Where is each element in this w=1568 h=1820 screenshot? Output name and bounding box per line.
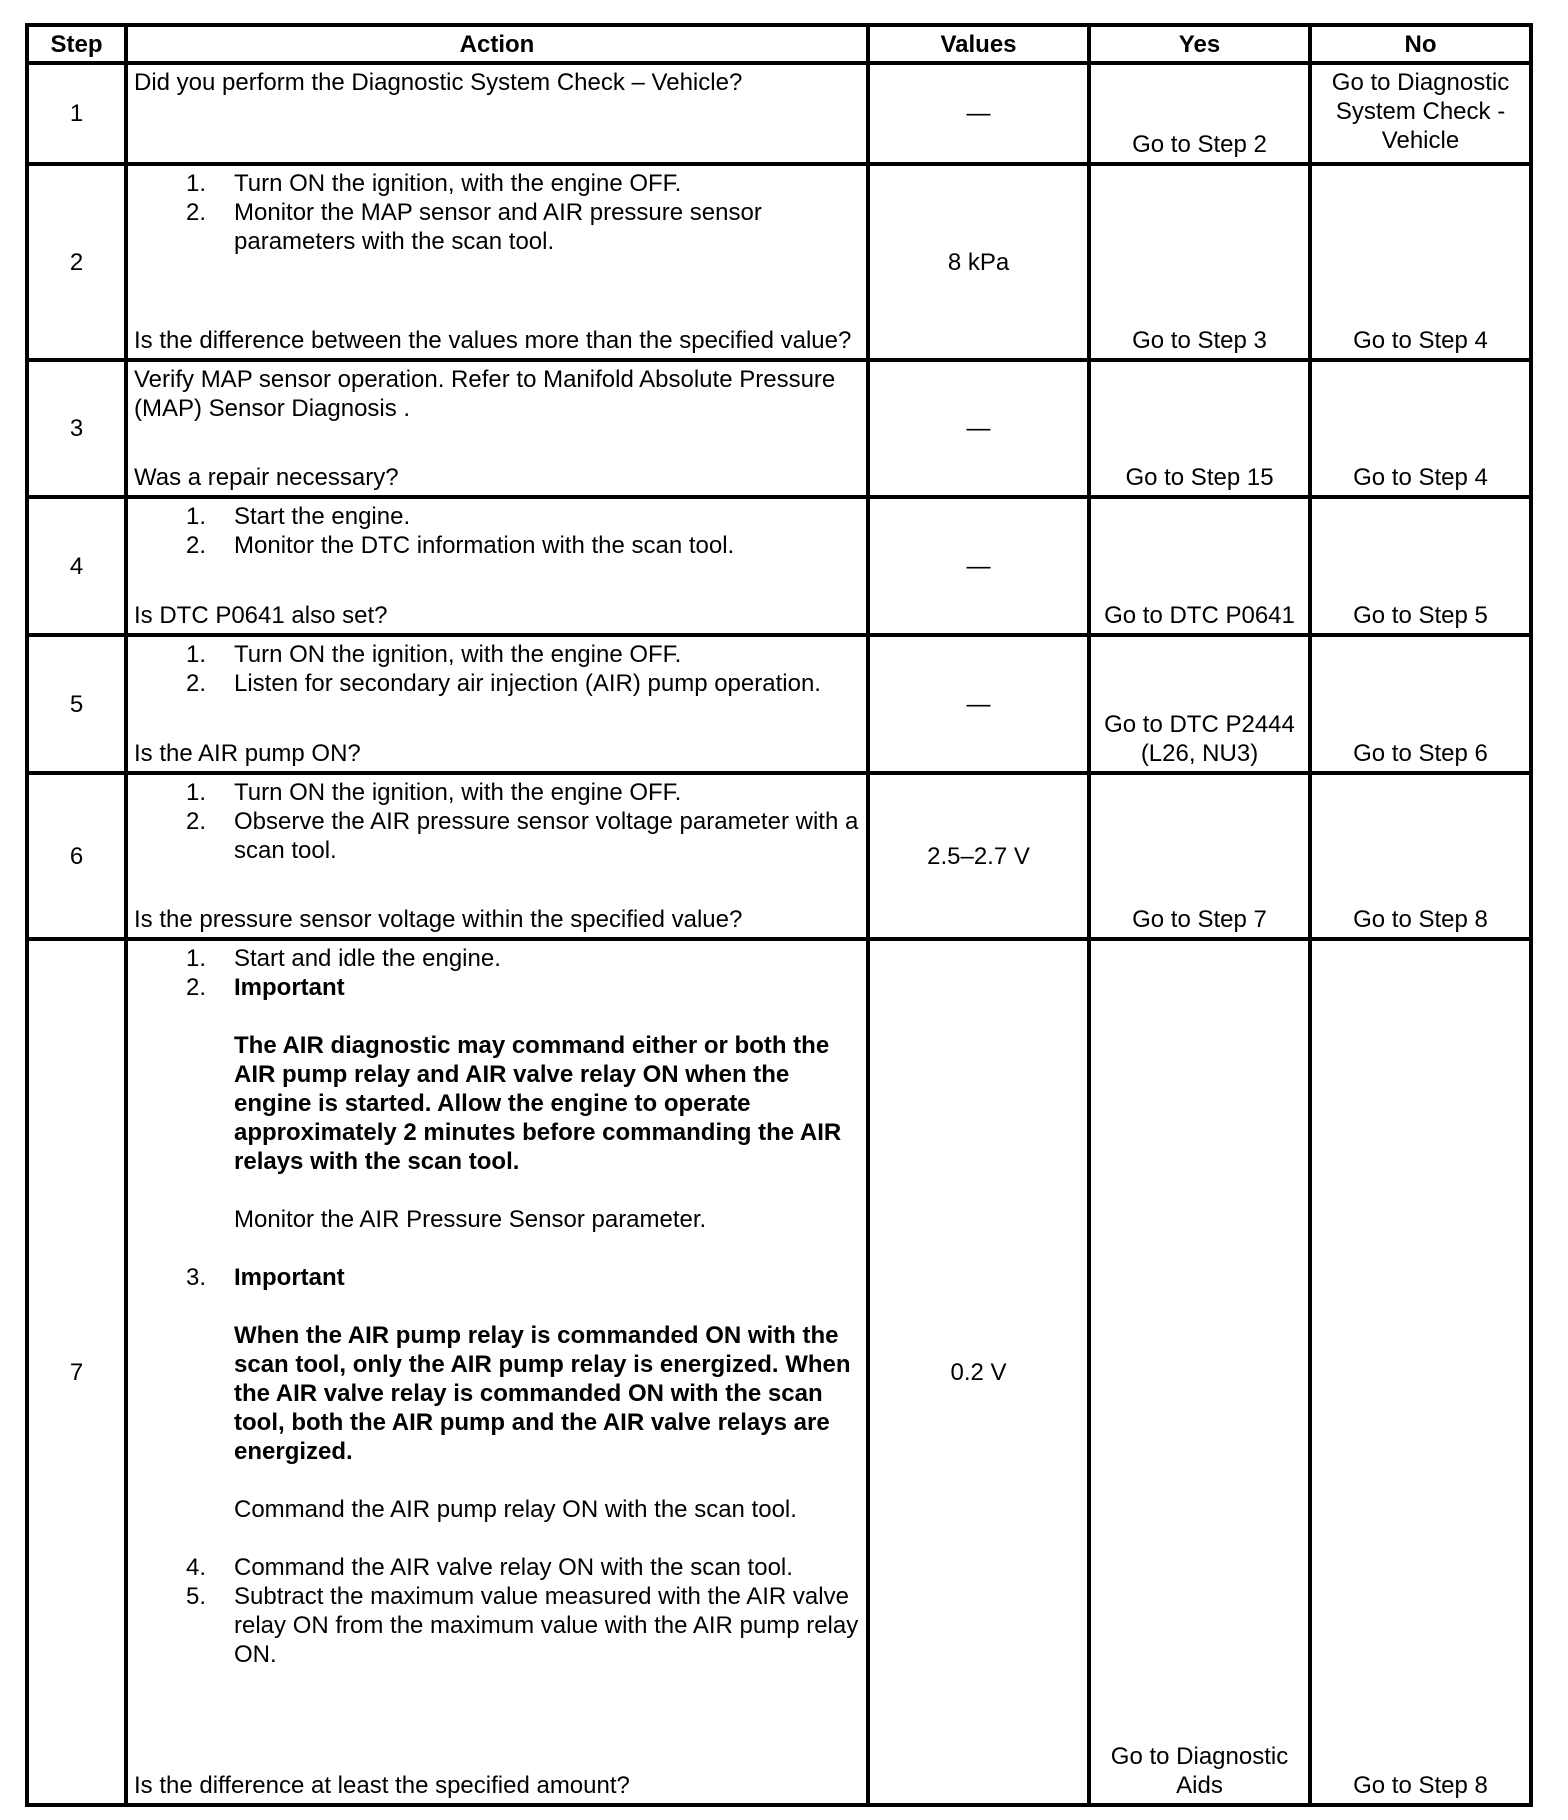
step-value: — xyxy=(868,360,1089,497)
action-step-item: 2. Important xyxy=(134,973,860,1002)
step-no: Go to Step 8 xyxy=(1310,773,1531,939)
step-number: 2 xyxy=(27,164,126,360)
step-value: 0.2 V xyxy=(868,939,1089,1805)
action-steps xyxy=(134,944,860,1002)
header-yes: Yes xyxy=(1089,25,1310,63)
step-number: 1 xyxy=(27,63,126,164)
action-text: Did you perform the Diagnostic System Check – Vehicle? xyxy=(134,69,743,96)
action-step-item: 4. Command the AIR valve relay ON with the scan tool. xyxy=(185,1554,793,1581)
action-steps xyxy=(134,169,860,256)
action-step-item: 2. Monitor the MAP sensor and AIR pressure sensor parameters with the scan tool. xyxy=(185,199,762,255)
table-row xyxy=(27,497,1531,635)
step-number: 6 xyxy=(27,773,126,939)
table-row xyxy=(27,635,1531,773)
step-no: Go to Step 8 xyxy=(1310,939,1531,1805)
step-yes: Go to DTC P0641 xyxy=(1089,497,1310,635)
table-row xyxy=(27,164,1531,360)
table-row xyxy=(27,360,1531,497)
step-number: 3 xyxy=(27,360,126,497)
step-yes: Go to Step 7 xyxy=(1089,773,1310,939)
step-action xyxy=(126,497,868,635)
header-values: Values xyxy=(868,25,1089,63)
step-number: 7 xyxy=(27,939,126,1805)
diagnostic-table xyxy=(25,23,1533,1807)
action-step-item: 2. Monitor the DTC information with the scan tool. xyxy=(185,532,735,559)
step-instruction: Command the AIR pump relay ON with the scan tool. xyxy=(234,1496,797,1523)
step-no: Go to Step 5 xyxy=(1310,497,1531,635)
action-step-item: 1. Start and idle the engine. xyxy=(185,945,501,972)
action-question: Is the AIR pump ON? xyxy=(134,740,361,767)
action-question: Is DTC P0641 also set? xyxy=(134,602,388,629)
step-no: Go to Diagnostic System Check - Vehicle xyxy=(1310,63,1531,164)
header-step: Step xyxy=(27,25,126,63)
step-action xyxy=(126,939,868,1805)
important-heading: Important xyxy=(234,1264,345,1291)
header-no: No xyxy=(1310,25,1531,63)
step-action xyxy=(126,360,868,497)
step-no: Go to Step 4 xyxy=(1310,360,1531,497)
step-value: — xyxy=(868,497,1089,635)
step-yes: Go to Step 2 xyxy=(1089,63,1310,164)
action-step-item: 3. Important xyxy=(134,1263,860,1292)
step-action xyxy=(126,63,868,164)
header-action: Action xyxy=(126,25,868,63)
action-question: Is the difference between the values more than the specified value? xyxy=(134,327,852,354)
step-instruction: Monitor the AIR Pressure Sensor parameter. xyxy=(234,1206,707,1233)
step-number: 5 xyxy=(27,635,126,773)
step-value: — xyxy=(868,63,1089,164)
action-step-item: 1. Turn ON the ignition, with the engine OFF. xyxy=(185,170,682,197)
table-row xyxy=(27,63,1531,164)
step-yes: Go to DTC P2444 (L26, NU3) xyxy=(1089,635,1310,773)
step-value: — xyxy=(868,635,1089,773)
action-question: Is the difference at least the specified amount? xyxy=(134,1772,630,1799)
important-heading: Important xyxy=(234,974,345,1001)
action-steps xyxy=(134,640,860,698)
step-action xyxy=(126,164,868,360)
action-step-item: 2. Observe the AIR pressure sensor voltage parameter with a scan tool. xyxy=(185,808,859,864)
table-row xyxy=(27,773,1531,939)
action-step-item: 2. Listen for secondary air injection (AIR) pump operation. xyxy=(185,670,821,697)
action-step-item: 1. Turn ON the ignition, with the engine OFF. xyxy=(185,779,682,806)
step-yes: Go to Diagnostic Aids xyxy=(1089,939,1310,1805)
action-step-item: 1. Start the engine. xyxy=(185,503,411,530)
important-note: The AIR diagnostic may command either or both the AIR pump relay and AIR valve relay ON when the engine is started. Allow the engine to operate approximately 2 minutes before commanding the AIR relays with the scan tool. xyxy=(234,1032,842,1175)
step-no: Go to Step 6 xyxy=(1310,635,1531,773)
action-question: Was a repair necessary? xyxy=(134,464,399,491)
header-row xyxy=(27,25,1531,63)
action-text: Verify MAP sensor operation. Refer to Manifold Absolute Pressure (MAP) Sensor Diagnosis . xyxy=(134,366,836,422)
action-steps xyxy=(134,502,860,560)
action-question: Is the pressure sensor voltage within the specified value? xyxy=(134,906,743,933)
important-note: When the AIR pump relay is commanded ON with the scan tool, only the AIR pump relay is energized. When the AIR valve relay is commanded ON with the scan tool, both the AIR pump and the AIR valve relays are energized. xyxy=(234,1322,851,1465)
step-action xyxy=(126,773,868,939)
action-step-item: 1. Turn ON the ignition, with the engine OFF. xyxy=(185,641,682,668)
step-value: 2.5–2.7 V xyxy=(868,773,1089,939)
step-yes: Go to Step 3 xyxy=(1089,164,1310,360)
step-number: 4 xyxy=(27,497,126,635)
step-yes: Go to Step 15 xyxy=(1089,360,1310,497)
action-steps xyxy=(134,778,860,865)
action-step-item: 5. Subtract the maximum value measured with the AIR valve relay ON from the maximum value with the AIR pump relay ON. xyxy=(185,1583,859,1668)
table-row xyxy=(27,939,1531,1805)
step-value: 8 kPa xyxy=(868,164,1089,360)
step-no: Go to Step 4 xyxy=(1310,164,1531,360)
step-action xyxy=(126,635,868,773)
